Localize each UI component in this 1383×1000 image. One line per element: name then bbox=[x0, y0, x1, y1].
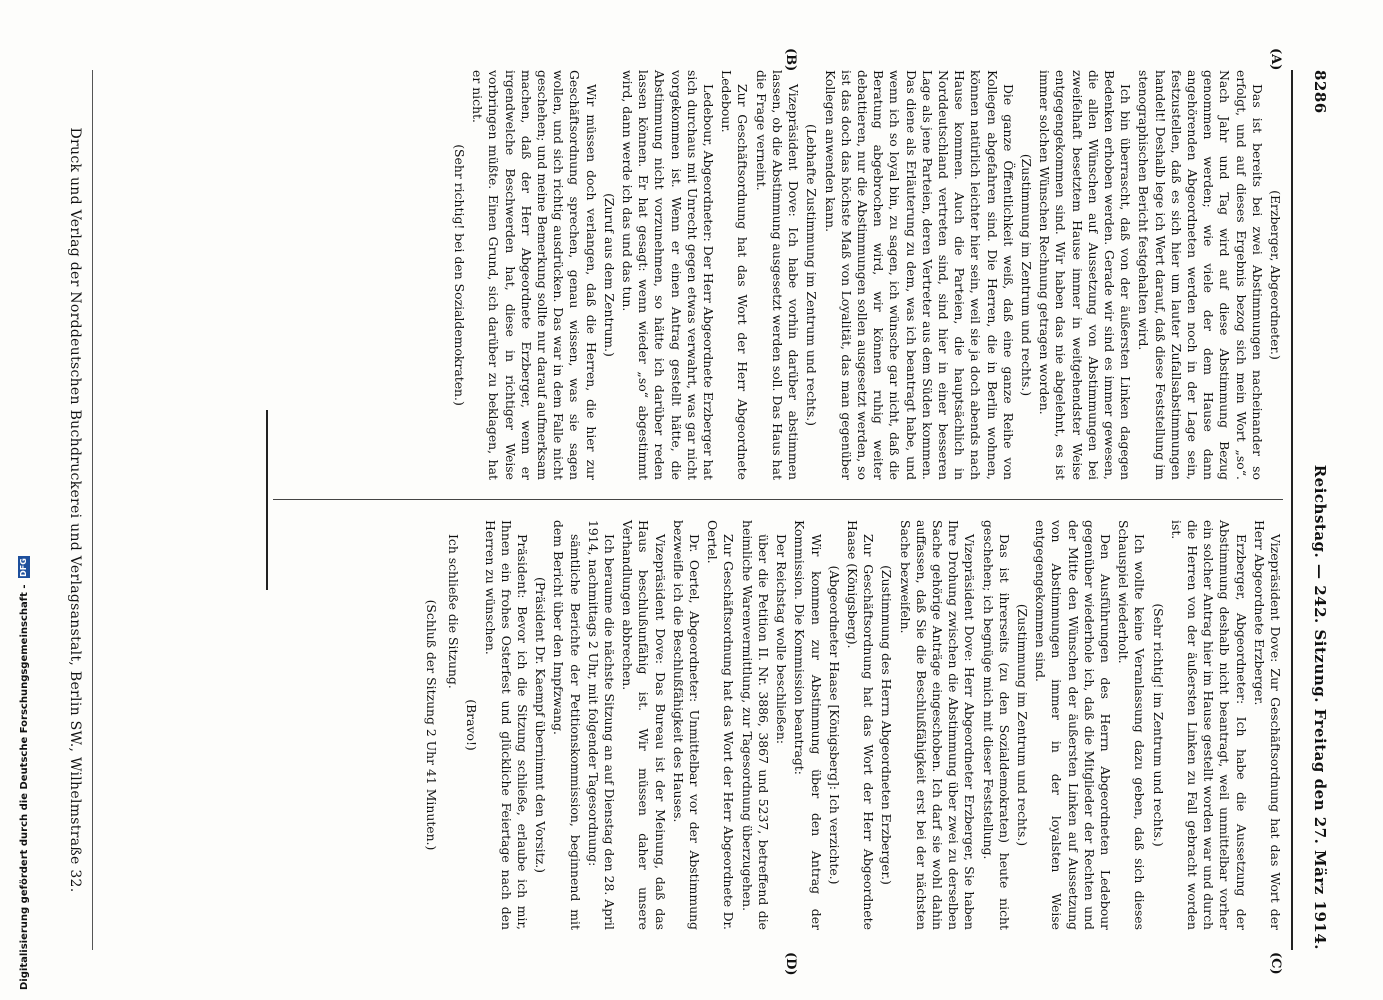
paragraph: Vizepräsident Dove: Ich habe vorhin darüber abstimmen lassen, ob die Abstimmung ausgesetzt werden soll. Das Haus hat die Frage verneint. bbox=[753, 70, 802, 480]
dfg-logo: DFG bbox=[19, 558, 28, 577]
margin-marker-b: (B) bbox=[783, 48, 798, 72]
paragraph: (Sehr richtig! im Zentrum und rechts.) bbox=[1150, 603, 1166, 847]
paragraph: Erzberger, Abgeordneter: Ich habe die Aussetzung der Abstimmung deshalb nicht beantragt, weil unmittelbar vorher ein solcher Antrag hier im Hause gestellt worden war und durch die Herren von der äußersten Linken zu Fall gebracht worden ist. bbox=[1168, 520, 1249, 930]
funding-text: Digitalisierung gefördert durch die Deutsche Forschungsgemeinschaft - bbox=[18, 584, 30, 990]
right-column bbox=[421, 520, 1283, 930]
paragraph: Ich schließe die Sitzung. bbox=[446, 534, 462, 689]
paragraph: Den Ausführungen des Herrn Abgeordneten Ledebour gegenüber wiederhole ich, daß die Mitglieder der Rechten und der Mitte den Wünschen der äußersten Linken auf Aussetzung von Abstimmungen immer in der loyalsten Weise entgegengekommen sind. bbox=[1033, 520, 1113, 930]
paragraph: (Erzberger, Abgeordneter.) bbox=[1268, 190, 1283, 360]
left-column bbox=[449, 70, 1283, 480]
page-number: 8286 bbox=[1311, 70, 1329, 114]
paragraph: Zur Geschäftsordnung hat das Wort der Herr Abgeordnete Ledebour. bbox=[719, 70, 751, 480]
margin-marker-a: (A) bbox=[1268, 48, 1283, 71]
paragraph: (Zuruf aus dem Zentrum.) bbox=[601, 193, 617, 357]
page-header bbox=[1311, 70, 1329, 950]
paragraph: über die Petition II. Nr. 3886, 3867 und 5237, betreffend die heimliche Warenvermittlung, zur Tagesordnung überzugehen. bbox=[739, 520, 771, 930]
paragraph: Ich bin überrascht, daß von der äußersten Linken dagegen Bedenken erhoben werden. Gerade wir sind es immer gewesen, die allen Wünschen auf Aussetzung von Abstimmungen bei zweifelhaft besetztem Hause immer in weitgehendster Weise entgegengekommen sind. Wir haben das nie abgelehnt, es ist immer solchen Wünschen Rechnung getragen worden. bbox=[1037, 70, 1134, 480]
paragraph: Das ist ihrerseits (zu den Sozialdemokraten) heute nicht geschehen; ich begnüge mich mit dieser Feststellung. bbox=[980, 520, 1012, 930]
paragraph: sämtliche Berichte der Petitionskommission, beginnend mit dem Bericht über den Impfzwang. bbox=[551, 520, 583, 930]
funding-note bbox=[18, 0, 30, 990]
paragraph: (Schluß der Sitzung 2 Uhr 41 Minuten.) bbox=[424, 599, 440, 851]
paragraph: (Abgeordneter Haase [Königsberg]: Ich verzichte.) bbox=[826, 565, 842, 885]
paragraph: (Zustimmung im Zentrum und rechts.) bbox=[1014, 603, 1030, 847]
paragraph: (Sehr richtig! bei den Sozialdemokraten.) bbox=[452, 144, 468, 406]
paragraph: Vizepräsident Dove: Das Bureau ist der Meinung, daß das Haus beschlußunfähig ist. Wir müssen daher unsere Verhandlungen abbrechen. bbox=[620, 520, 668, 930]
paragraph: (Zustimmung des Herrn Abgeordneten Erzberger.) bbox=[879, 565, 895, 885]
paragraph: (Lebhafte Zustimmung im Zentrum und rechts.) bbox=[804, 123, 820, 426]
paragraph: Dr. Oertel, Abgeordneter: Unmittelbar vor der Abstimmung bezweifle ich die Beschlußfähigkeit des Hauses. bbox=[670, 520, 703, 930]
paragraph: (Präsident Dr. Kaempf übernimmt den Vorsitz.) bbox=[533, 576, 549, 874]
paragraph: Vizepräsident Dove: Herr Abgeordneter Erzberger, Sie haben Ihre Drohung zwischen die Abstimmung über zwei zu derselben Sache gehörige Anträge eingeschoben. Ich darf sie wohl dahin auffassen, daß Sie die Beschlußfähigkeit erst bei der nächsten Sache bezweifeln. bbox=[897, 520, 978, 930]
paragraph: Das ist bereits bei zwei Abstimmungen nacheinander so erfolgt, und auf dieses Ergebnis bezog sich mein Wort „so“. Nach Jahr und Tag wird auf diese Abstimmung Bezug genommen werden; wie viele der dem Hause dann angehörenden Abgeordneten werden noch in der Lage sein, festzustellen, daß es sich hier um lauter Zufallsabstimmungen handelt! Deshalb lege ich Wert darauf, daß diese Feststellung im stenographischen Bericht festgehalten wird. bbox=[1136, 70, 1265, 480]
paragraph: Die ganze Öffentlichkeit weiß, daß eine ganze Reihe von Kollegen abgefahren sind. Die Herren, die in Berlin wohnen, können natürlich leichter hier sein, weil sie ja doch abends nach Hause kommen. Auch die Parteien, die hauptsächlich in Norddeutschland vertreten sind, sind hier in einer besseren Lage als jene Parteien, deren Vertreter aus dem Süden kommen. Das diene als Erläuterung zu dem, was ich beantragt habe, und wenn ich so loyal bin, zu sagen, ich wünsche gar nicht, daß die Beratung abgebrochen wird, wir können ruhig weiter debattieren, nur die Abstimmungen sollen ausgesetzt werden, so ist das doch das höchste Maß von Loyalität, das man gegenüber Kollegen anwenden kann. bbox=[822, 70, 1016, 480]
margin-marker-d: (D) bbox=[783, 952, 798, 976]
paragraph: Wir müssen doch verlangen, daß die Herren, die hier zur Geschäftsordnung sprechen, genau wissen, was sie sagen wollen, und sich richtig ausdrücken. Das war in dem Falle nicht geschehen; und meine Bemerkung sollte nur darauf aufmerksam machen, daß der Herr Abgeordnete Erzberger, wenn er irgendwelche Beschwerden hat, diese in richtiger Weise vorbringen müßte. Einen Grund, sich darüber zu beklagen, hat er nicht. bbox=[470, 70, 599, 480]
imprint: Druck und Verlag der Norddeutschen Buchdruckerei und Verlagsanstalt, Berlin SW., Wilhelmstraße 32. bbox=[67, 127, 83, 893]
footer-rule bbox=[92, 70, 93, 950]
paragraph: Vizepräsident Dove: Zur Geschäftsordnung hat das Wort der Herr Abgeordnete Erzberger. bbox=[1251, 520, 1283, 930]
paragraph: Zur Geschäftsordnung hat das Wort der Herr Abgeordnete Haase (Königsberg). bbox=[844, 520, 877, 930]
paragraph: Zur Geschäftsordnung hat das Wort der Herr Abgeordnete Dr. Oertel. bbox=[705, 520, 737, 930]
column-divider bbox=[273, 499, 1283, 500]
page-title: Reichstag. — 242. Sitzung. Freitag den 27. März 1914. bbox=[1311, 464, 1329, 950]
paragraph: (Zustimmung im Zentrum und rechts.) bbox=[1018, 153, 1034, 397]
end-rule bbox=[266, 410, 268, 590]
paragraph: Ich beraume die nächste Sitzung an auf Dienstag den 28. April 1914, nachmittags 2 Uhr, mit folgender Tagesordnung: bbox=[585, 520, 618, 930]
margin-marker-c: (C) bbox=[1268, 952, 1283, 975]
paragraph: (Bravo!) bbox=[464, 699, 480, 751]
paragraph: Ich wollte keine Veranlassung dazu geben, daß sich dieses Schauspiel wiederholt. bbox=[1116, 520, 1148, 930]
paragraph: Präsident: Bevor ich die Sitzung schließe, erlaube ich mir, Ihnen ein frohes Osterfest und glückliche Feiertage nach den Herren zu wünschen. bbox=[482, 520, 531, 930]
paragraph: Der Reichstag wolle beschließen: bbox=[774, 534, 790, 745]
header-rule bbox=[1291, 70, 1293, 950]
paragraph: Ledebour, Abgeordneter: Der Herr Abgeordnete Erzberger hat sich durchaus mit Unrecht gegen etwas verwahrt, was gar nicht vorgekommen ist. Wenn er einen Antrag gestellt hätte, die Abstimmung nicht vorzunehmen, so hätte ich darüber reden lassen können. Er hat gesagt: wenn wieder „so“ abgestimmt wird, dann werde ich das und das tun. bbox=[620, 70, 717, 480]
paragraph: Wir kommen zur Abstimmung über den Antrag der Kommission. Die Kommission beantragt: bbox=[792, 520, 824, 930]
